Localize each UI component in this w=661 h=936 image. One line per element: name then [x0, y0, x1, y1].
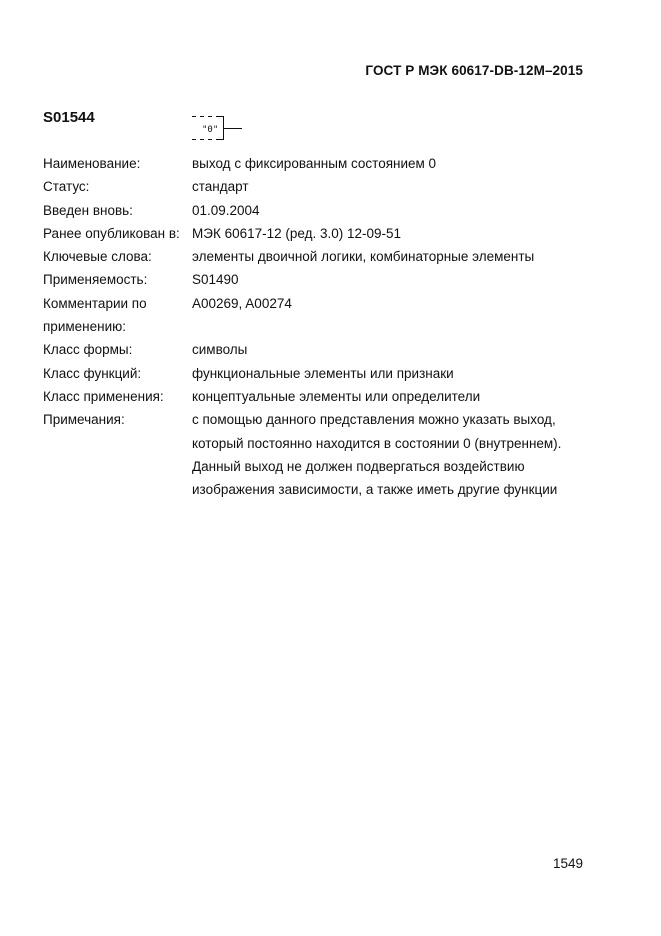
attribute-label: Класс функций:	[43, 365, 142, 381]
attribute-label: Ключевые слова:	[43, 249, 152, 265]
attribute-value: элементы двоичной логики, комбинаторные элементы	[192, 249, 535, 265]
attribute-row	[43, 175, 583, 198]
attribute-row	[43, 199, 583, 222]
page-number: 1549	[552, 856, 583, 871]
attribute-value: S01490	[192, 272, 239, 288]
attribute-row	[43, 408, 583, 501]
symbol-code: S01544	[43, 109, 95, 126]
attribute-row	[43, 268, 583, 291]
symbol-label: "0"	[202, 125, 219, 135]
document-header: ГОСТ Р МЭК 60617-DB-12M–2015	[365, 63, 583, 78]
attribute-label: Комментарии по применению:	[43, 295, 147, 335]
attribute-label: Применяемость:	[43, 272, 148, 288]
attribute-label: Класс применения:	[43, 388, 164, 404]
attribute-label: Наименование:	[43, 156, 141, 171]
attribute-label: Ранее опубликован в:	[43, 225, 180, 241]
attribute-row	[43, 362, 583, 385]
attribute-row	[43, 245, 583, 268]
attribute-row	[43, 222, 583, 245]
attribute-value: с помощью данного представления можно указать выход, который постоянно находится в состоянии 0 (внутреннем). Данный выход не должен подвергаться воздействию изображения зависимости, а также иметь другие функции	[192, 412, 562, 498]
attribute-value: символы	[192, 342, 248, 358]
attribute-value: МЭК 60617-12 (ред. 3.0) 12-09-51	[192, 225, 402, 241]
attribute-label: Введен вновь:	[43, 202, 133, 218]
attribute-label: Примечания:	[43, 412, 125, 428]
attribute-label: Класс формы:	[43, 342, 133, 358]
attribute-value: 01.09.2004	[192, 202, 260, 218]
attribute-row	[43, 385, 583, 408]
attribute-row	[43, 338, 583, 361]
attribute-value: A00269, A00274	[192, 295, 292, 311]
attribute-label: Статус:	[43, 179, 90, 195]
fixed-state-output-symbol	[190, 112, 250, 144]
attribute-value: выход с фиксированным состоянием 0	[192, 156, 437, 171]
attribute-table	[43, 152, 583, 501]
attribute-row	[43, 292, 583, 339]
attribute-row	[43, 152, 583, 175]
attribute-value: стандарт	[192, 179, 249, 195]
attribute-value: функциональные элементы или признаки	[192, 365, 454, 381]
attribute-value: концептуальные элементы или определители	[192, 388, 481, 404]
